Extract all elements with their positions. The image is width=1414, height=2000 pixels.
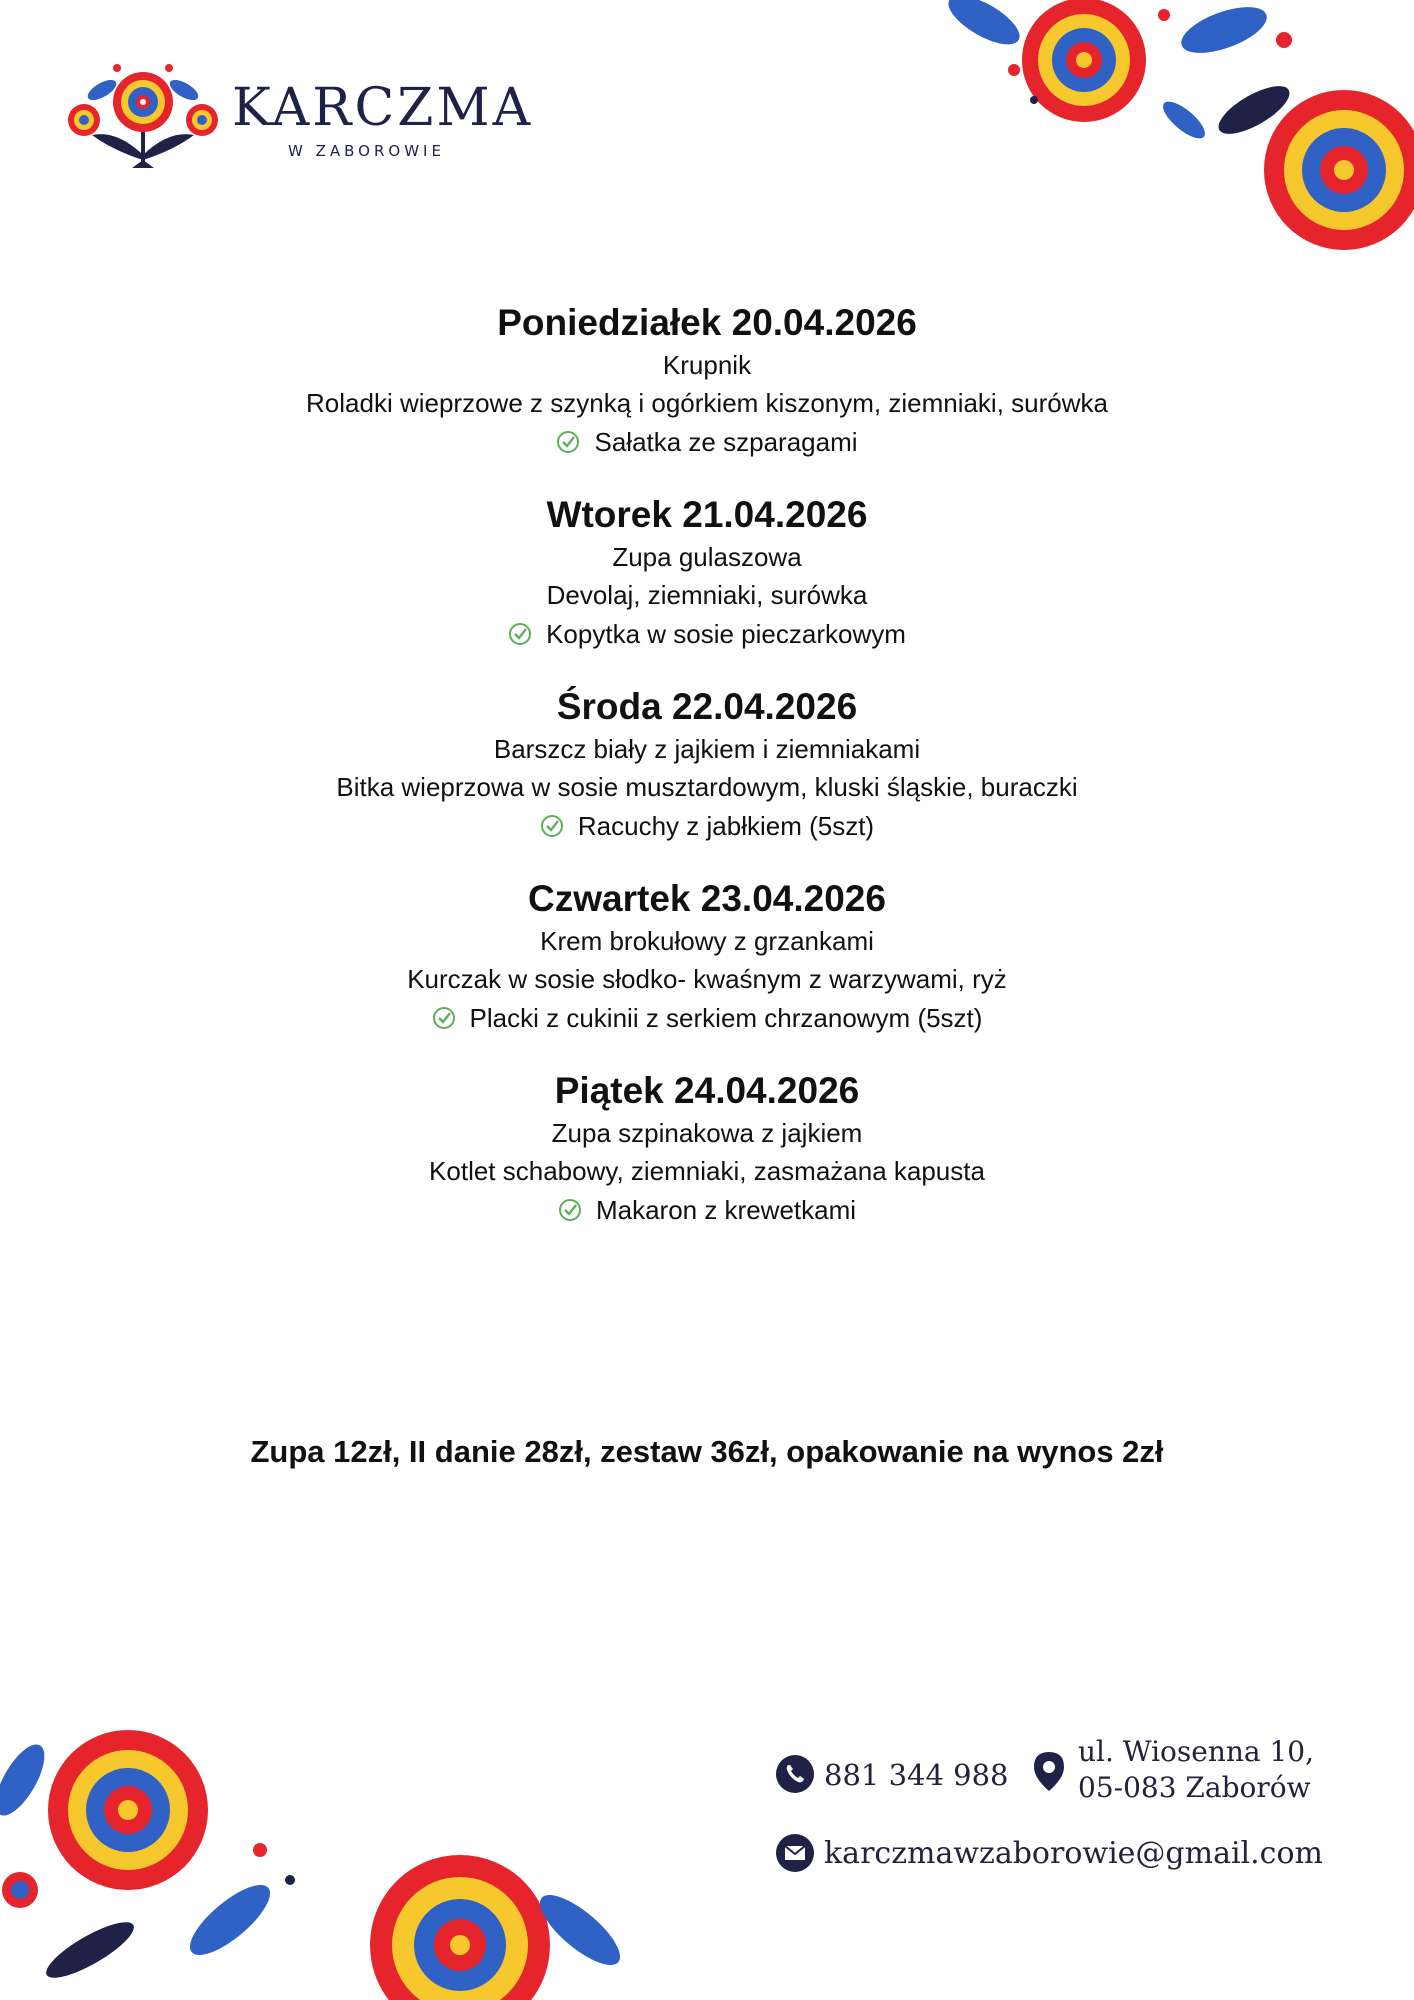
floral-decoration-bottom xyxy=(0,1700,660,2000)
vegetarian-item xyxy=(432,998,983,1038)
email-address[interactable]: karczmawzaborowie@gmail.com xyxy=(824,1836,1323,1871)
vegetarian-dish: Racuchy z jabłkiem (5szt) xyxy=(577,811,875,841)
vegetarian-leaf-icon xyxy=(540,814,564,838)
vegetarian-item xyxy=(558,1190,856,1230)
menu-day xyxy=(0,684,1414,846)
logo-flower-icon xyxy=(62,60,224,172)
vegetarian-dish: Makaron z krewetkami xyxy=(595,1195,857,1225)
vegetarian-leaf-icon xyxy=(508,622,532,646)
phone-number[interactable]: 881 344 988 xyxy=(824,1758,1009,1792)
main-dish-item: Roladki wieprzowe z szynką i ogórkiem kiszonym, ziemniaki, surówka xyxy=(306,388,1108,418)
vegetarian-leaf-icon xyxy=(556,430,580,454)
main-dish-item: Devolaj, ziemniaki, surówka xyxy=(546,580,868,610)
floral-decoration-top xyxy=(924,0,1414,250)
vegetarian-leaf-icon xyxy=(558,1198,582,1222)
logo-subtitle: W ZABOROWIE xyxy=(288,142,445,160)
menu-day xyxy=(0,876,1414,1038)
vegetarian-item xyxy=(540,806,874,846)
soup-item: Zupa szpinakowa z jajkiem xyxy=(551,1118,863,1148)
address xyxy=(1078,1734,1314,1806)
day-title: Środa 22.04.2026 xyxy=(556,686,858,727)
location-pin-icon xyxy=(1030,1750,1068,1792)
logo-title: KARCZMA xyxy=(232,78,534,138)
main-dish-item: Bitka wieprzowa w sosie musztardowym, kluski śląskie, buraczki xyxy=(336,772,1078,802)
phone-icon xyxy=(776,1755,814,1793)
vegetarian-dish: Placki z cukinii z serkiem chrzanowym (5szt) xyxy=(469,1003,983,1033)
email-icon xyxy=(776,1834,814,1872)
day-title: Czwartek 23.04.2026 xyxy=(528,878,886,919)
day-title: Piątek 24.04.2026 xyxy=(554,1070,860,1111)
soup-item: Krem brokułowy z grzankami xyxy=(540,926,874,956)
soup-item: Zupa gulaszowa xyxy=(612,542,802,572)
vegetarian-item xyxy=(508,614,906,654)
weekly-menu xyxy=(0,300,1414,1230)
address-line-2: 05-083 Zaborów xyxy=(1078,1771,1311,1804)
soup-item: Krupnik xyxy=(662,350,752,380)
day-title: Poniedziałek 20.04.2026 xyxy=(497,302,917,343)
price-list: Zupa 12zł, II danie 28zł, zestaw 36zł, opakowanie na wynos 2zł xyxy=(250,1434,1164,1469)
menu-day xyxy=(0,1068,1414,1230)
main-dish-item: Kotlet schabowy, ziemniaki, zasmażana kapusta xyxy=(429,1156,985,1186)
menu-day xyxy=(0,300,1414,462)
main-dish-item: Kurczak w sosie słodko- kwaśnym z warzywami, ryż xyxy=(407,964,1007,994)
menu-day xyxy=(0,492,1414,654)
address-line-1: ul. Wiosenna 10, xyxy=(1078,1735,1315,1768)
vegetarian-item xyxy=(556,422,857,462)
vegetarian-dish: Sałatka ze szparagami xyxy=(594,427,858,457)
vegetarian-dish: Kopytka w sosie pieczarkowym xyxy=(546,619,906,649)
day-title: Wtorek 21.04.2026 xyxy=(546,494,868,535)
soup-item: Barszcz biały z jajkiem i ziemniakami xyxy=(493,734,921,764)
vegetarian-leaf-icon xyxy=(432,1006,456,1030)
